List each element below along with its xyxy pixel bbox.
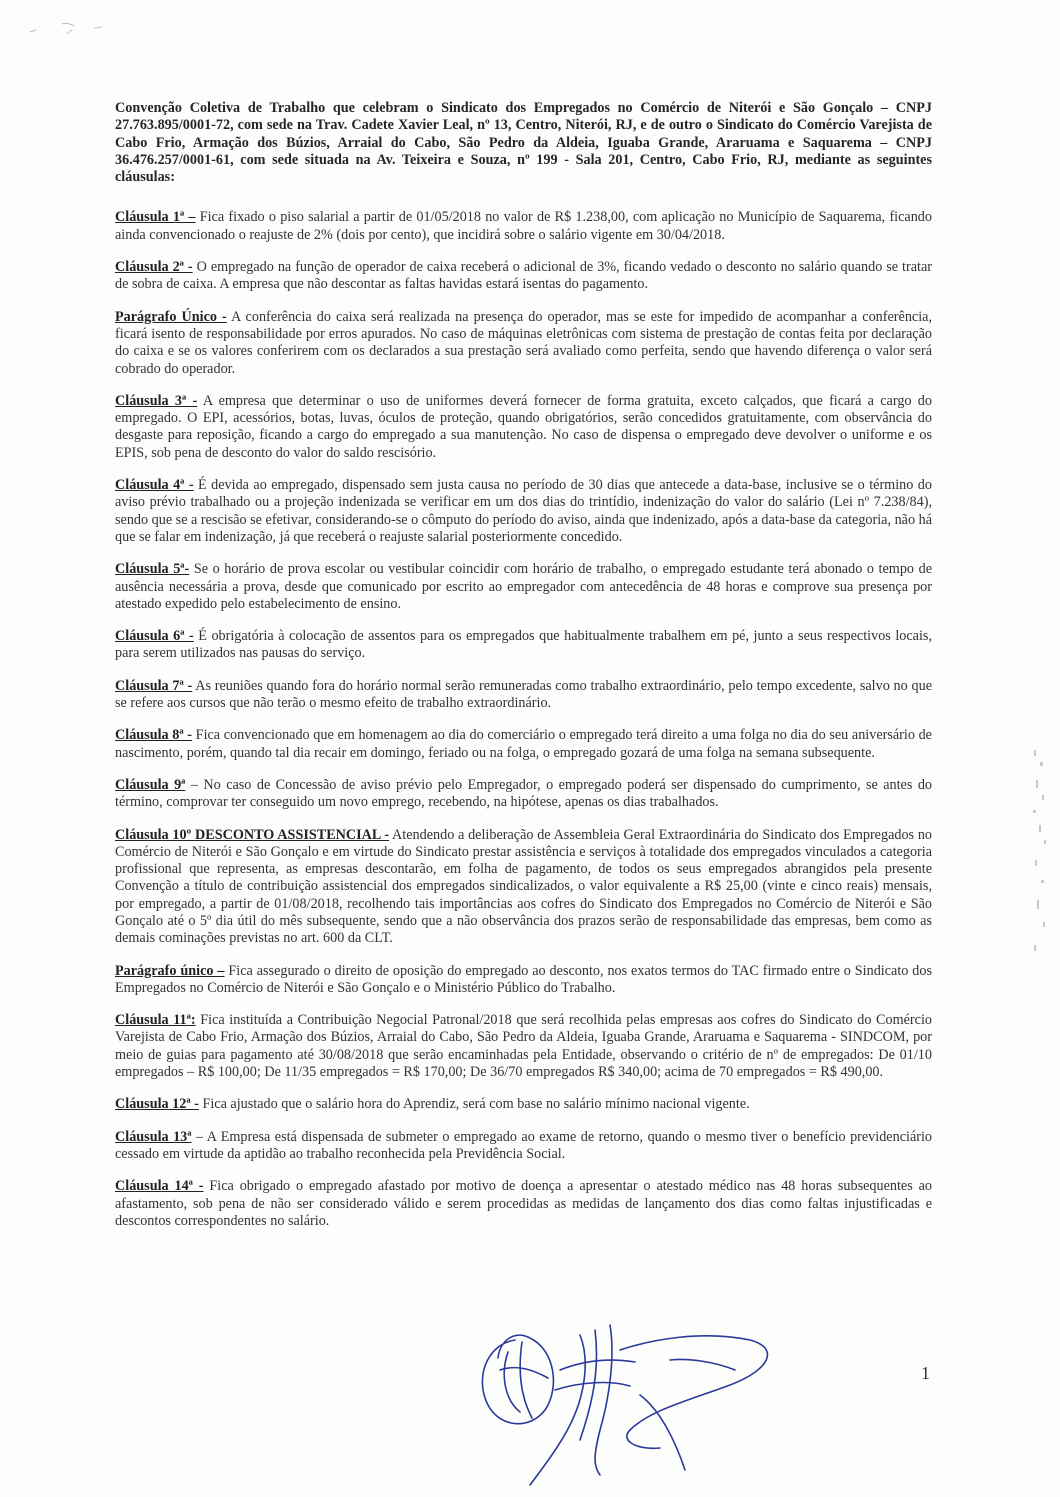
clause-12 bbox=[115, 1096, 932, 1113]
clause-1 bbox=[115, 209, 932, 244]
clause-text: Fica convencionado que em homenagem ao dia do comerciário o empregado terá direito a uma folga no dia do seu aniversário de nascimento, porém, quando tal dia recair em domingo, feriado ou na folga, o empregado gozará de uma folga na semana subsequente. bbox=[115, 727, 932, 761]
clause-10 bbox=[115, 827, 932, 948]
clause-11 bbox=[115, 1012, 932, 1081]
clause-title: Cláusula 6ª - bbox=[115, 628, 194, 645]
handwritten-signature bbox=[460, 1300, 800, 1490]
clause-title: Cláusula 8ª - bbox=[115, 727, 193, 744]
clause-title: Cláusula 11ª: bbox=[115, 1012, 196, 1029]
clause-text: Fica assegurado o direito de oposição do empregado ao desconto, nos exatos termos do TAC firmado entre o Sindicato dos Empregados no Comércio de Niterói e São Gonçalo e o Ministério Público do Trabalho. bbox=[115, 962, 932, 996]
clause-text: Fica obrigado o empregado afastado por motivo de doença a apresentar o atestado médico nas 48 horas subsequentes ao afastamento, sob pena de não ser considerado válido e serem procedidas as medidas de lançamento dos dias como faltas injustificadas e descontos correspondentes no salário. bbox=[115, 1178, 932, 1229]
clause-text: Fica ajustado que o salário hora do Aprendiz, será com base no salário mínimo nacional vigente. bbox=[198, 1096, 750, 1113]
clause-title: Cláusula 1ª – bbox=[115, 209, 196, 226]
clause-text: Fica instituída a Contribuição Negocial Patronal/2018 que será recolhida pelas empresas aos cofres do Sindicato do Comércio Varejista de Cabo Frio, Armação dos Búzios, Arraial do Cabo, São Pedro da Aldeia, Iguaba Grande, Araruama e Saquarema - SINDCOM, por meio de guias para pagamento até 30/08/2018 que serão encaminhadas pela Entidade, observando o critério de nº de empregados: De 01/10 empregados – R$ 100,00; De 11/35 empregados = R$ 170,00; De 36/70 empregados R$ 340,00; acima de 70 empregados = R$ 490,00. bbox=[115, 1012, 932, 1081]
clause-text: Se o horário de prova escolar ou vestibular coincidir com horário de trabalho, o empregado estudante terá abonado o tempo de ausência necessária a prova, desde que comunicado por escrito ao empregador com antecedência de 48 horas e comprove sua presença por atestado expedido pelo estabelecimento de ensino. bbox=[115, 561, 932, 612]
clause-text: – A Empresa está dispensada de submeter o empregado ao exame de retorno, quando o mesmo tiver o benefício previdenciário cessado em virtude da aptidão ao trabalho reconhecida pela Previdência Social. bbox=[115, 1128, 932, 1162]
clause-title: Cláusula 10º DESCONTO ASSISTENCIAL - bbox=[115, 826, 390, 843]
scan-edge-noise bbox=[1030, 740, 1052, 980]
clause-title: Cláusula 14ª - bbox=[115, 1178, 204, 1195]
clause-text: O empregado na função de operador de caixa receberá o adicional de 3%, ficando vedado o desconto no salário quando se tratar de sobra de caixa. A empresa que não descontar as faltas havidas estará isentas do pagamento. bbox=[115, 259, 932, 293]
clause-title: Cláusula 2ª - bbox=[115, 259, 193, 276]
clause-8 bbox=[115, 727, 932, 762]
clause-title: Parágrafo Único - bbox=[115, 308, 227, 325]
clause-text: Fica fixado o piso salarial a partir de 01/05/2018 no valor de R$ 1.238,00, com aplicação no Município de Saquarema, ficando ainda convencionado o reajuste de 2% (dois por cento), que incidirá sobre o salário vigente em 30/04/2018. bbox=[115, 209, 932, 243]
document-page bbox=[115, 100, 932, 1390]
scan-artifact bbox=[22, 18, 122, 46]
clause-9 bbox=[115, 777, 932, 812]
clause-14 bbox=[115, 1178, 932, 1230]
clause-title: Cláusula 9ª bbox=[115, 776, 186, 793]
clause-title: Cláusula 4ª - bbox=[115, 477, 194, 494]
clause-title: Cláusula 5ª- bbox=[115, 561, 190, 578]
clause-13 bbox=[115, 1129, 932, 1164]
page-number: 1 bbox=[921, 1363, 930, 1383]
clause-title: Cláusula 7ª - bbox=[115, 677, 193, 694]
clause-text: Atendendo a deliberação de Assembleia Geral Extraordinária do Sindicato dos Empregados no Comércio de Niterói e São Gonçalo e em virtude do Sindicato prestar assistência e serviços à totalidade dos empregados vinculados a categoria profissional que representa, as empresas descontarão, em folha de pagamento, de todos os seus empregados abrangidos pela presente Convenção a título de contribuição assistencial dos empregados sindicalizados, o valor equivalente a R$ 25,00 (vinte e cinco reais) mensais, por empregado, a partir de 01/08/2018, recolhendo tais importâncias aos cofres do Sindicato dos Empregados no Comércio de Niterói e São Gonçalo até o 5º dia útil do mês subsequente, sendo que a não observância dos prazos serão de responsabilidade das empresas, bem como as demais cominações previstas no art. 600 da CLT. bbox=[115, 826, 933, 947]
clause-6 bbox=[115, 628, 932, 663]
clause-title: Cláusula 13ª bbox=[115, 1128, 192, 1145]
clause-text: É obrigatória à colocação de assentos para os empregados que habitualmente trabalhem em pé, junto a seus respectivos locais, para serem utilizados nas pausas do serviço. bbox=[115, 628, 932, 662]
clause-title: Cláusula 12ª - bbox=[115, 1096, 199, 1113]
clause-text: As reuniões quando fora do horário normal serão remuneradas como trabalho extraordinário, pelo tempo excedente, salvo no que se refere aos cursos que não terão o mesmo efeito de trabalho extraordinário. bbox=[115, 677, 932, 712]
document-header: Convenção Coletiva de Trabalho que celebram o Sindicato dos Empregados no Comércio de Niterói e São Gonçalo – CNPJ 27.763.895/0001-72, com sede na Trav. Cadete Xavier Leal, nº 13, Centro, Niterói, RJ, e de outro o Sindicato do Comércio Varejista de Cabo Frio, Armação dos Búzios, Arraial do Cabo, São Pedro da Aldeia, Iguaba Grande, Araruama e Saquarema – CNPJ 36.476.257/0001-61, com sede situada na Av. Teixeira e Souza, nº 199 - Sala 201, Centro, Cabo Frio, RJ, mediante as seguintes cláusulas: bbox=[115, 100, 932, 186]
paragrafo-unico-2 bbox=[115, 963, 932, 998]
clause-text: A conferência do caixa será realizada na presença do operador, mas se este for impedido de acompanhar a conferência, ficará isento de responsabilidade por erros apurados. No caso de máquinas eletrônicas com sistema de prestação de contas feita por declaração do caixa e se os valores conferirem com os declarados a sua prestação será avaliado como perfeita, sendo que havendo diferença o valor será cobrado do operador. bbox=[115, 308, 932, 377]
clause-7 bbox=[115, 678, 932, 713]
clause-2 bbox=[115, 259, 932, 294]
clause-title: Cláusula 3ª - bbox=[115, 392, 198, 409]
clause-5 bbox=[115, 561, 932, 613]
clause-3 bbox=[115, 393, 932, 462]
clause-4 bbox=[115, 477, 932, 546]
clause-text: – No caso de Concessão de aviso prévio pelo Empregador, o empregado poderá ser dispensado do cumprimento, se antes do término, comprovar ter conseguido um novo emprego, recebendo, na hipótese, apenas os dias trabalhados. bbox=[115, 776, 933, 811]
clause-title: Parágrafo único – bbox=[115, 962, 225, 979]
paragrafo-unico-1 bbox=[115, 309, 932, 378]
clause-text: É devida ao empregado, dispensado sem justa causa no período de 30 dias que antecede a data-base, inclusive se o término do aviso prévio trabalhado ou a projeção indenizada se verificar em um dos dias do trintídio, indenização do valor do salário (Lei nº 7.238/84), sendo que se a rescisão se efetivar, considerando-se o cômputo do período do aviso, ainda que indenizado, após a data-base da categoria, não há que se falar em indenização, já que receberá o reajuste salarial posteriormente concedido. bbox=[115, 477, 932, 545]
clause-text: A empresa que determinar o uso de uniformes deverá fornecer de forma gratuita, exceto calçados, que ficará a cargo do empregado. O EPI, acessórios, botas, luvas, óculos de proteção, quando obrigatórios, serão concedidos gratuitamente, com observância do desgaste para reposição, ficando a cargo do empregado a sua manutenção. No caso de dispensa o empregado deve devolver o uniforme e os EPIS, sob pena de desconto do valor do saldo rescisório. bbox=[115, 392, 932, 461]
